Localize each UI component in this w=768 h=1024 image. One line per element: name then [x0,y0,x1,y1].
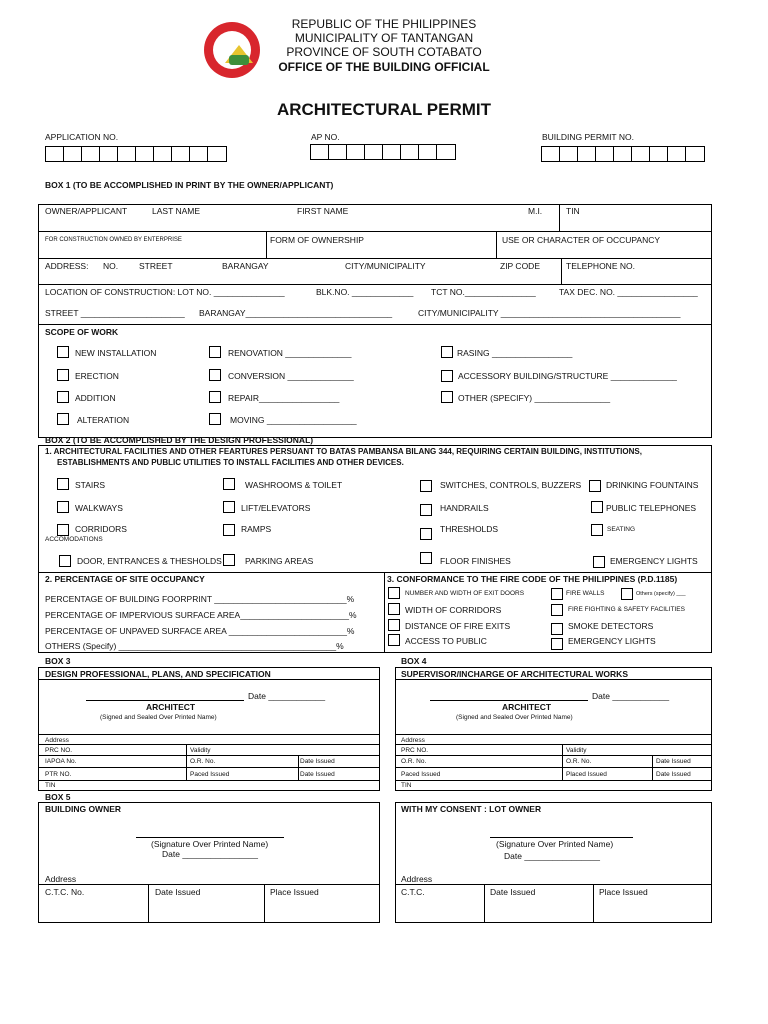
box4-date-issued-2: Date Issued [656,771,691,778]
handrails-checkbox[interactable] [420,504,432,516]
address-barangay-label: BARANGAY [222,261,269,271]
box3-address-label: Address [45,737,69,744]
switches-label: SWITCHES, CONTROLS, BUZZERS [440,480,582,490]
accessory-building-checkbox[interactable] [441,370,453,382]
lot-owner-ctc-label: C.T.C. [401,887,425,897]
address-no-label: NO. [103,261,119,271]
box5-signature-note: (Signature Over Printed Name) [151,839,269,849]
zip-code-label: ZIP CODE [500,261,540,271]
box4-date-issued-1: Date Issued [656,758,691,765]
location-barangay[interactable]: BARANGAY_______________________________ [199,308,393,318]
corridors-label: CORRIDORS [75,524,127,534]
accessory-building-label: ACCESSORY BUILDING/STRUCTURE ______________ [458,371,677,381]
box5-label: BOX 5 [45,792,71,802]
box3-iapoa-label: IAPOA No. [45,758,77,765]
box3-date[interactable]: Date ____________ [248,691,326,701]
box3-date-issued-2: Date Issued [300,771,335,778]
telephone-label: TELEPHONE NO. [566,261,635,271]
fire-emergency-lights-checkbox[interactable] [551,638,563,650]
ap-no-label: AP NO. [311,132,340,142]
box5-address-label: Address [45,874,77,884]
location-city[interactable]: CITY/MUNICIPALITY ______________________________________ [418,308,681,318]
address-street-label: STREET [139,261,173,271]
fire-exits-label: DISTANCE OF FIRE EXITS [405,621,511,631]
parking-checkbox[interactable] [223,554,235,566]
item1-text-line1: 1. ARCHITECTURAL FACILITIES AND OTHER FEARTURES PERSUANT TO BATAS PAMBANSA BILANG 344, REQUIRING CERTAIN BUILDING, INSTITUTIONS, [45,447,642,456]
ramps-label: RAMPS [241,524,272,534]
thresholds-label: THRESHOLDS [440,524,499,534]
box5-heading: BUILDING OWNER [45,804,122,814]
building-permit-no-field[interactable] [541,146,705,162]
box4-date[interactable]: Date ____________ [592,691,670,701]
erection-label: ERECTION [75,371,119,381]
scope-of-work-heading: SCOPE OF WORK [45,327,119,337]
page-title: ARCHITECTURAL PERMIT [276,100,492,119]
doors-label: DOOR, ENTRANCES & THESHOLDS [77,556,222,566]
lot-owner-heading: WITH MY CONSENT : LOT OWNER [401,804,542,814]
emergency-lights-label: EMERGENCY LIGHTS [610,556,698,566]
lot-owner-frame [395,802,712,923]
addition-label: ADDITION [75,393,116,403]
lot-owner-signature-note: (Signature Over Printed Name) [496,839,614,849]
box3-ptr-label: PTR NO. [45,771,72,778]
floor-finishes-label: FLOOR FINISHES [440,556,511,566]
box3-validity-label: Validity [190,747,211,754]
header-office: OFFICE OF THE BUILDING OFFICIAL [278,60,490,74]
walkways-label: WALKWAYS [75,503,123,513]
switches-checkbox[interactable] [420,480,432,492]
box3-label: BOX 3 [45,656,71,666]
box1-heading: BOX 1 (TO BE ACCOMPLISHED IN PRINT BY THE OWNER/APPLICANT) [45,180,334,190]
impervious-percentage[interactable]: PERCENTAGE OF IMPERVIOUS SURFACE AREA_______________________% [45,610,357,620]
blk-no[interactable]: BLK.NO. _____________ [316,287,414,297]
repair-label: REPAIR_________________ [228,393,340,403]
erection-checkbox[interactable] [57,369,69,381]
item1-text-line2: ESTABLISHMENTS AND PUBLIC UTILITIES TO INSTALL FACILITIES AND OTHER DEVICES. [57,458,404,467]
box4-tin-label: TIN [401,782,412,789]
box3-architect: ARCHITECT [146,702,196,712]
fire-others-label: Others (specify) ___ [636,591,686,597]
new-installation-checkbox[interactable] [57,346,69,358]
box3-paced-issued: Paced Issued [190,771,230,778]
box2-heading: BOX 2 (TO BE ACCOMPLISHED BY THE DESIGN PROFESSIONAL) [45,435,314,445]
smoke-detectors-label: SMOKE DETECTORS [568,621,654,631]
alteration-label: ALTERATION [77,415,130,425]
parking-label: PARKING AREAS [245,556,314,566]
tct-no[interactable]: TCT NO._______________ [431,287,536,297]
box4-prc-label: PRC NO. [401,747,429,754]
walkways-checkbox[interactable] [57,501,69,513]
access-public-checkbox[interactable] [388,634,400,646]
location-lot-no[interactable]: LOCATION OF CONSTRUCTION: LOT NO. _______________ [45,287,285,297]
lifts-label: LIFT/ELEVATORS [241,503,311,513]
others-percentage[interactable]: OTHERS (Specify) ______________________________________________% [45,641,344,651]
moving-label: MOVING ___________________ [230,415,357,425]
header-municipality: MUNICIPALITY OF TANTANGAN [294,31,474,45]
enterprise-label: FOR CONSTRUCTION OWNED BY ENTERPRISE [45,237,182,243]
raising-label: RASING _________________ [457,348,573,358]
owner-applicant-label: OWNER/APPLICANT [45,206,128,216]
box5-date[interactable]: Date ________________ [162,849,258,859]
renovation-label: RENOVATION ______________ [228,348,352,358]
moving-checkbox[interactable] [209,413,221,425]
corridor-width-label: WIDTH OF CORRIDORS [405,605,502,615]
seating-checkbox[interactable] [591,524,603,536]
use-of-occupancy-label: USE OR CHARACTER OF OCCUPANCY [502,235,661,245]
drinking-fountains-label: DRINKING FOUNTAINS [606,480,699,490]
tax-dec-no[interactable]: TAX DEC. NO. _________________ [559,287,698,297]
floor-finishes-checkbox[interactable] [420,552,432,564]
stairs-label: STAIRS [75,480,106,490]
box3-prc-label: PRC NO. [45,747,73,754]
raising-checkbox[interactable] [441,346,453,358]
handrails-label: HANDRAILS [440,503,489,513]
address-city-label: CITY/MUNICIPALITY [345,261,426,271]
header-republic: REPUBLIC OF THE PHILIPPINES [291,17,477,31]
thresholds-checkbox[interactable] [420,528,432,540]
smoke-detectors-checkbox[interactable] [551,623,563,635]
fire-walls-label: FIRE WALLS [566,590,605,597]
address-label: ADDRESS: [45,261,89,271]
access-public-label: ACCESS TO PUBLIC [405,636,487,646]
conversion-label: CONVERSION ______________ [228,371,354,381]
renovation-checkbox[interactable] [209,346,221,358]
box4-signed-note: (Signed and Sealed Over Printed Name) [456,714,573,721]
item3-heading: 3. CONFORMANCE TO THE FIRE CODE OF THE PHILIPPINES (P.D.1185) [387,574,678,584]
box3-tin-label: TIN [45,782,56,789]
box4-or-label-mid: O.R. No. [566,758,592,765]
firefighting-label: FIRE FIGHTING & SAFETY FACILITIES [568,606,685,613]
other-specify-label: OTHER (SPECIFY) ________________ [458,393,611,403]
lot-owner-date-issued: Date Issued [490,887,536,897]
firefighting-checkbox[interactable] [551,604,563,616]
alteration-checkbox[interactable] [57,413,69,425]
washrooms-checkbox[interactable] [223,478,235,490]
conversion-checkbox[interactable] [209,369,221,381]
box4-paced-issued: Paced Issued [401,771,441,778]
ap-no-field[interactable] [310,144,456,160]
application-no-field[interactable] [45,146,227,162]
box4-placed-issued: Placed Issued [566,771,607,778]
fire-walls-checkbox[interactable] [551,588,563,600]
first-name-label: FIRST NAME [297,206,349,216]
fire-exits-checkbox[interactable] [388,619,400,631]
public-telephones-checkbox[interactable] [591,501,603,513]
lot-owner-place-issued: Place Issued [599,887,648,897]
box3-signed-note: (Signed and Sealed Over Printed Name) [100,714,217,721]
ramps-checkbox[interactable] [223,524,235,536]
location-street[interactable]: STREET ______________________ [45,308,185,318]
public-telephones-label: PUBLIC TELEPHONES [606,503,697,513]
emergency-lights-checkbox[interactable] [593,556,605,568]
fire-others-checkbox[interactable] [621,588,633,600]
seating-label: SEATING [607,526,636,533]
other-specify-checkbox[interactable] [441,391,453,403]
form-of-ownership-label: FORM OF OWNERSHIP [270,235,364,245]
unpaved-percentage[interactable]: PERCENTAGE OF UNPAVED SURFACE AREA _________________________% [45,626,355,636]
box4-heading: SUPERVISOR/INCHARGE OF ARCHITECTURAL WORKS [401,669,628,679]
fire-emergency-lights-label: EMERGENCY LIGHTS [568,636,656,646]
accomodations-label: ACCOMODATIONS [45,536,103,543]
new-installation-label: NEW INSTALLATION [75,348,157,358]
box4-address-label: Address [401,737,425,744]
application-no-label: APPLICATION NO. [45,132,119,142]
box4-label: BOX 4 [401,656,427,666]
addition-checkbox[interactable] [57,391,69,403]
box4-architect: ARCHITECT [502,702,552,712]
doors-checkbox[interactable] [59,555,71,567]
box4-or-label-left: O.R. No. [401,758,427,765]
exit-doors-checkbox[interactable] [388,587,400,599]
box5-frame [38,802,380,923]
last-name-label: LAST NAME [152,206,201,216]
exit-doors-label: NUMBER AND WIDTH OF EXIT DOORS [405,590,525,597]
mi-label: M.I. [528,206,543,216]
stairs-checkbox[interactable] [57,478,69,490]
header-province: PROVINCE OF SOUTH COTABATO [286,45,482,59]
box5-date-issued: Date Issued [155,887,201,897]
box5-place-issued: Place Issued [270,887,319,897]
repair-checkbox[interactable] [209,391,221,403]
box4-validity-label: Validity [566,747,587,754]
box3-heading: DESIGN PROFESSIONAL, PLANS, AND SPECIFICATION [45,669,271,679]
lifts-checkbox[interactable] [223,501,235,513]
drinking-fountains-checkbox[interactable] [589,480,601,492]
lot-owner-address-label: Address [401,874,433,884]
box3-or-label: O.R. No. [190,758,216,765]
box5-ctc-label: C.T.C. No. [45,887,85,897]
corridor-width-checkbox[interactable] [388,603,400,615]
item2-heading: 2. PERCENTAGE OF SITE OCCUPANCY [45,574,205,584]
tin-label: TIN [566,206,580,216]
lot-owner-date[interactable]: Date ________________ [504,851,600,861]
footprint-percentage[interactable]: PERCENTAGE OF BUILDING FOORPRINT ____________________________% [45,594,355,604]
box3-date-issued-1: Date Issued [300,758,335,765]
washrooms-label: WASHROOMS & TOILET [245,480,343,490]
building-permit-no-label: BUILDING PERMIT NO. [542,132,634,142]
